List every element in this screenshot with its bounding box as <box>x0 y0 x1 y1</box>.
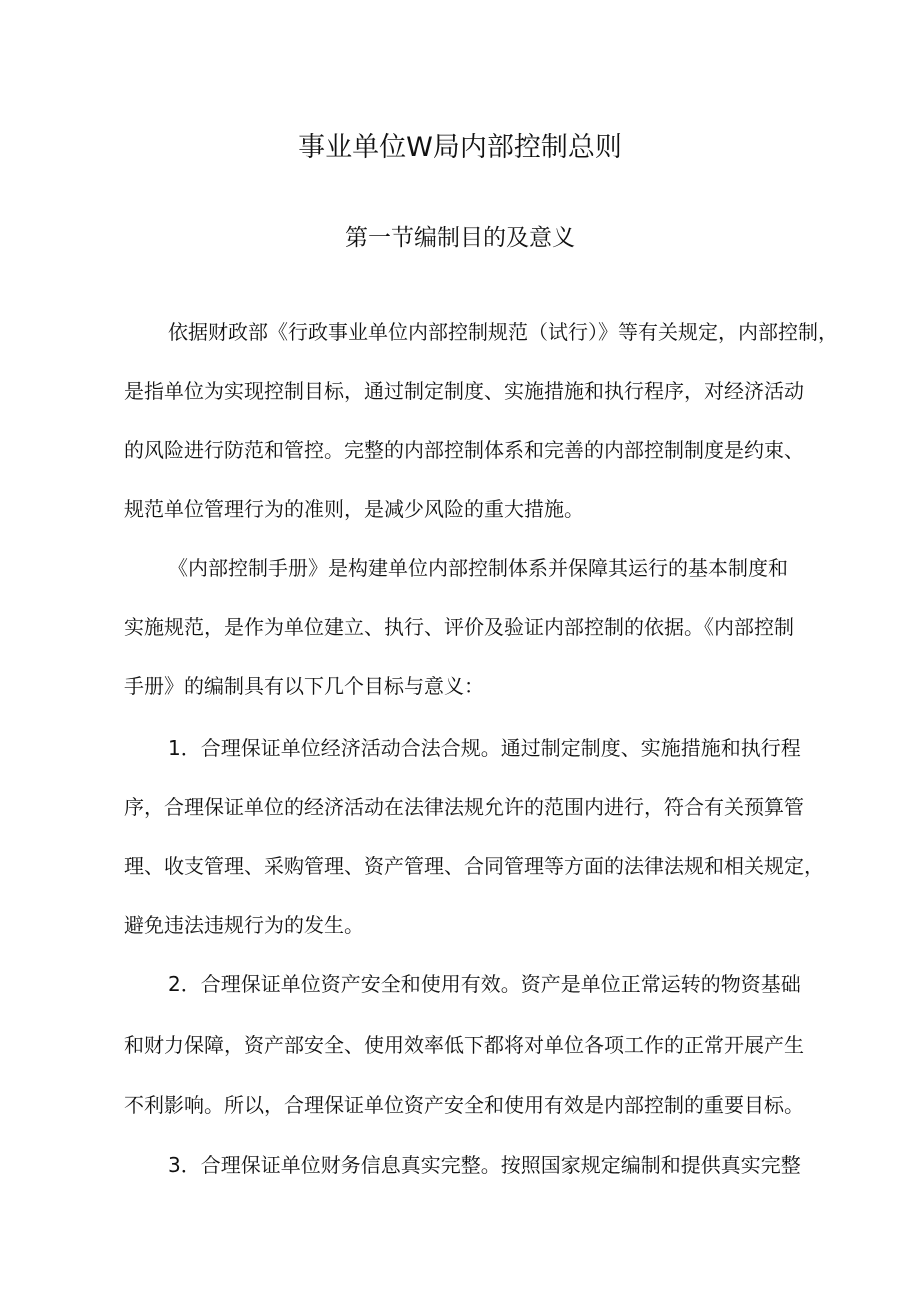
paragraph-line: 规范单位管理行为的准则，是减少风险的重大措施。 <box>124 497 584 521</box>
paragraph-line: 的风险进行防范和管控。完整的内部控制体系和完善的内部控制制度是约束、 <box>124 438 804 462</box>
paragraph-line: 和财力保障，资产部安全、使用效率低下都将对单位各项工作的正常开展产生 <box>124 1033 804 1057</box>
paragraph-line: 实施规范，是作为单位建立、执行、评价及验证内部控制的依据。《内部控制 <box>124 615 794 639</box>
paragraph-line: 1．合理保证单位经济活动合法合规。通过制定制度、实施措施和执行程 <box>168 736 801 760</box>
paragraph-line: 《内部控制手册》是构建单位内部控制体系并保障其运行的基本制度和 <box>168 556 788 580</box>
paragraph-line: 序，合理保证单位的经济活动在法律法规允许的范围内进行，符合有关预算管 <box>124 795 804 819</box>
section-title: 第一节编制目的及意义 <box>345 225 575 251</box>
paragraph-line: 3．合理保证单位财务信息真实完整。按照国家规定编制和提供真实完整 <box>168 1153 801 1177</box>
paragraph-line: 避免违法违规行为的发生。 <box>124 913 364 937</box>
paragraph-line: 理、收支管理、采购管理、资产管理、合同管理等方面的法律法规和相关规定， <box>124 854 824 878</box>
paragraph-line: 依据财政部《行政事业单位内部控制规范（试行）》等有关规定，内部控制， <box>168 320 838 344</box>
document-title: 事业单位W局内部控制总则 <box>298 132 622 163</box>
paragraph-line: 是指单位为实现控制目标，通过制定制度、实施措施和执行程序，对经济活动 <box>124 379 804 403</box>
paragraph-line: 2．合理保证单位资产安全和使用有效。资产是单位正常运转的物资基础 <box>168 972 801 996</box>
paragraph-line: 手册》的编制具有以下几个目标与意义： <box>124 674 484 698</box>
paragraph-line: 不利影响。所以，合理保证单位资产安全和使用有效是内部控制的重要目标。 <box>124 1093 804 1117</box>
